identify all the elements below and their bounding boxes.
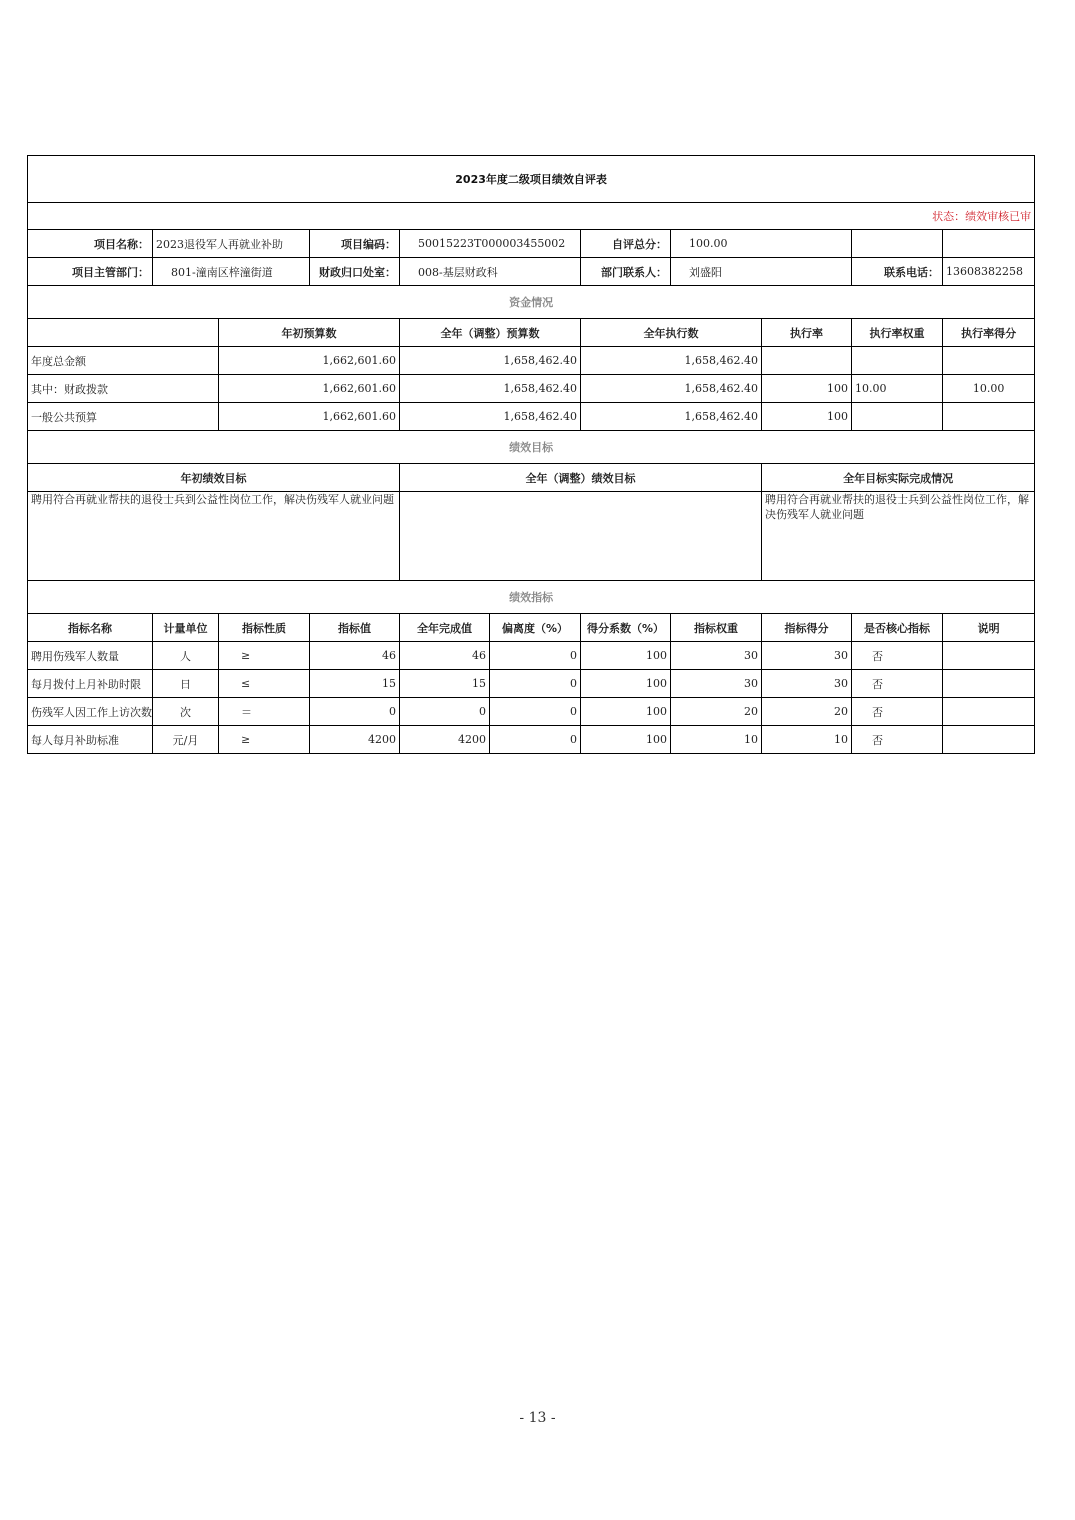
funds-executed: 1,658,462.40 xyxy=(581,375,762,403)
indicator-deviation: 0 xyxy=(490,698,581,726)
funds-header: 执行率 xyxy=(762,319,852,347)
goals-header: 年初绩效目标 xyxy=(28,464,400,492)
actual-goal-text: 聘用符合再就业帮扶的退役士兵到公益性岗位工作，解决伤残军人就业问题 xyxy=(762,492,1035,581)
info-row-2 xyxy=(28,258,1035,286)
dept-label: 项目主管部门： xyxy=(28,258,153,286)
indicator-done: 46 xyxy=(400,642,490,670)
indicator-unit: 人 xyxy=(153,642,219,670)
funds-adjusted: 1,658,462.40 xyxy=(400,375,581,403)
indicator-note xyxy=(943,726,1035,754)
indicator-header: 指标性质 xyxy=(219,614,310,642)
indicator-row xyxy=(28,726,1035,754)
funds-header: 全年（调整）预算数 xyxy=(400,319,581,347)
indicator-nature: ≥ xyxy=(219,642,310,670)
indicators-section-title: 绩效指标 xyxy=(28,581,1035,614)
indicator-deviation: 0 xyxy=(490,642,581,670)
indicator-row xyxy=(28,698,1035,726)
indicator-note xyxy=(943,698,1035,726)
indicator-done: 4200 xyxy=(400,726,490,754)
initial-goal-text: 聘用符合再就业帮扶的退役士兵到公益性岗位工作，解决伤残军人就业问题 xyxy=(28,492,400,581)
indicator-unit: 次 xyxy=(153,698,219,726)
indicator-nature: ≥ xyxy=(219,726,310,754)
info-row-1 xyxy=(28,230,1035,258)
phone-value: 13608382258 xyxy=(943,258,1035,286)
indicator-core: 否 xyxy=(852,670,943,698)
status-text: 状态：绩效审核已审 xyxy=(28,203,1035,230)
indicator-core: 否 xyxy=(852,698,943,726)
indicator-row xyxy=(28,670,1035,698)
indicator-deviation: 0 xyxy=(490,670,581,698)
goals-header: 全年（调整）绩效目标 xyxy=(400,464,762,492)
indicator-nature: ≤ xyxy=(219,670,310,698)
indicator-header: 指标名称 xyxy=(28,614,153,642)
indicators-header-row xyxy=(28,614,1035,642)
indicator-note xyxy=(943,670,1035,698)
indicator-header: 是否核心指标 xyxy=(852,614,943,642)
indicator-header: 得分系数（%） xyxy=(581,614,671,642)
indicator-value: 0 xyxy=(310,698,400,726)
indicator-weight: 30 xyxy=(671,642,762,670)
indicator-name: 伤残军人因工作上访次数 xyxy=(28,698,153,726)
indicator-header: 指标得分 xyxy=(762,614,852,642)
funds-weight xyxy=(852,403,943,431)
funds-rate: 100 xyxy=(762,403,852,431)
indicator-name: 每月拨付上月补助时限 xyxy=(28,670,153,698)
page-title: 2023年度二级项目绩效自评表 xyxy=(28,156,1035,203)
funds-row-name: 其中：财政拨款 xyxy=(28,375,219,403)
empty-cell xyxy=(852,230,943,258)
funds-row xyxy=(28,375,1035,403)
score-value: 100.00 xyxy=(671,230,852,258)
funds-adjusted: 1,658,462.40 xyxy=(400,403,581,431)
indicator-name: 每人每月补助标准 xyxy=(28,726,153,754)
funds-header: 全年执行数 xyxy=(581,319,762,347)
indicator-weight: 10 xyxy=(671,726,762,754)
funds-section-title: 资金情况 xyxy=(28,286,1035,319)
indicator-deviation: 0 xyxy=(490,726,581,754)
goals-section-title: 绩效目标 xyxy=(28,431,1035,464)
funds-header-row xyxy=(28,319,1035,347)
funds-executed: 1,658,462.40 xyxy=(581,347,762,375)
indicator-header: 计量单位 xyxy=(153,614,219,642)
goals-header-row xyxy=(28,464,1035,492)
indicator-coefficient: 100 xyxy=(581,698,671,726)
funds-score xyxy=(943,347,1035,375)
finance-label: 财政归口处室： xyxy=(310,258,400,286)
empty-cell xyxy=(943,230,1035,258)
score-label: 自评总分： xyxy=(581,230,671,258)
indicator-header: 说明 xyxy=(943,614,1035,642)
indicator-header: 指标权重 xyxy=(671,614,762,642)
funds-row-name: 一般公共预算 xyxy=(28,403,219,431)
indicator-score: 30 xyxy=(762,670,852,698)
funds-score: 10.00 xyxy=(943,375,1035,403)
page-number: - 13 - xyxy=(519,1410,556,1426)
funds-header: 执行率得分 xyxy=(943,319,1035,347)
project-name-label: 项目名称： xyxy=(28,230,153,258)
funds-weight: 10.00 xyxy=(852,375,943,403)
project-code-value: 50015223T000003455002 xyxy=(400,230,581,258)
funds-row xyxy=(28,347,1035,375)
indicator-score: 30 xyxy=(762,642,852,670)
contact-label: 部门联系人： xyxy=(581,258,671,286)
project-code-label: 项目编码： xyxy=(310,230,400,258)
funds-score xyxy=(943,403,1035,431)
funds-weight xyxy=(852,347,943,375)
funds-rate xyxy=(762,347,852,375)
funds-header: 执行率权重 xyxy=(852,319,943,347)
indicator-unit: 日 xyxy=(153,670,219,698)
indicator-header: 全年完成值 xyxy=(400,614,490,642)
funds-adjusted: 1,658,462.40 xyxy=(400,347,581,375)
indicator-done: 0 xyxy=(400,698,490,726)
funds-header: 年初预算数 xyxy=(219,319,400,347)
indicator-value: 15 xyxy=(310,670,400,698)
funds-initial: 1,662,601.60 xyxy=(219,347,400,375)
phone-label: 联系电话： xyxy=(852,258,943,286)
indicator-weight: 30 xyxy=(671,670,762,698)
indicator-coefficient: 100 xyxy=(581,726,671,754)
indicator-nature: ＝ xyxy=(219,698,310,726)
funds-row xyxy=(28,403,1035,431)
adjusted-goal-text xyxy=(400,492,762,581)
indicator-done: 15 xyxy=(400,670,490,698)
self-evaluation-table xyxy=(27,155,1035,754)
funds-rate: 100 xyxy=(762,375,852,403)
funds-executed: 1,658,462.40 xyxy=(581,403,762,431)
goals-content-row xyxy=(28,492,1035,581)
empty-cell xyxy=(28,319,219,347)
funds-initial: 1,662,601.60 xyxy=(219,403,400,431)
indicator-coefficient: 100 xyxy=(581,642,671,670)
goals-header: 全年目标实际完成情况 xyxy=(762,464,1035,492)
finance-value: 008-基层财政科 xyxy=(400,258,581,286)
project-name-value: 2023退役军人再就业补助 xyxy=(153,230,310,258)
indicator-value: 4200 xyxy=(310,726,400,754)
indicator-coefficient: 100 xyxy=(581,670,671,698)
indicator-score: 20 xyxy=(762,698,852,726)
indicator-core: 否 xyxy=(852,726,943,754)
indicator-name: 聘用伤残军人数量 xyxy=(28,642,153,670)
indicator-score: 10 xyxy=(762,726,852,754)
indicator-header: 偏离度（%） xyxy=(490,614,581,642)
indicator-row xyxy=(28,642,1035,670)
indicator-unit: 元/月 xyxy=(153,726,219,754)
contact-value: 刘盛阳 xyxy=(671,258,852,286)
indicator-note xyxy=(943,642,1035,670)
indicator-header: 指标值 xyxy=(310,614,400,642)
indicator-weight: 20 xyxy=(671,698,762,726)
funds-row-name: 年度总金额 xyxy=(28,347,219,375)
indicator-value: 46 xyxy=(310,642,400,670)
dept-value: 801-潼南区梓潼街道 xyxy=(153,258,310,286)
indicator-core: 否 xyxy=(852,642,943,670)
funds-initial: 1,662,601.60 xyxy=(219,375,400,403)
